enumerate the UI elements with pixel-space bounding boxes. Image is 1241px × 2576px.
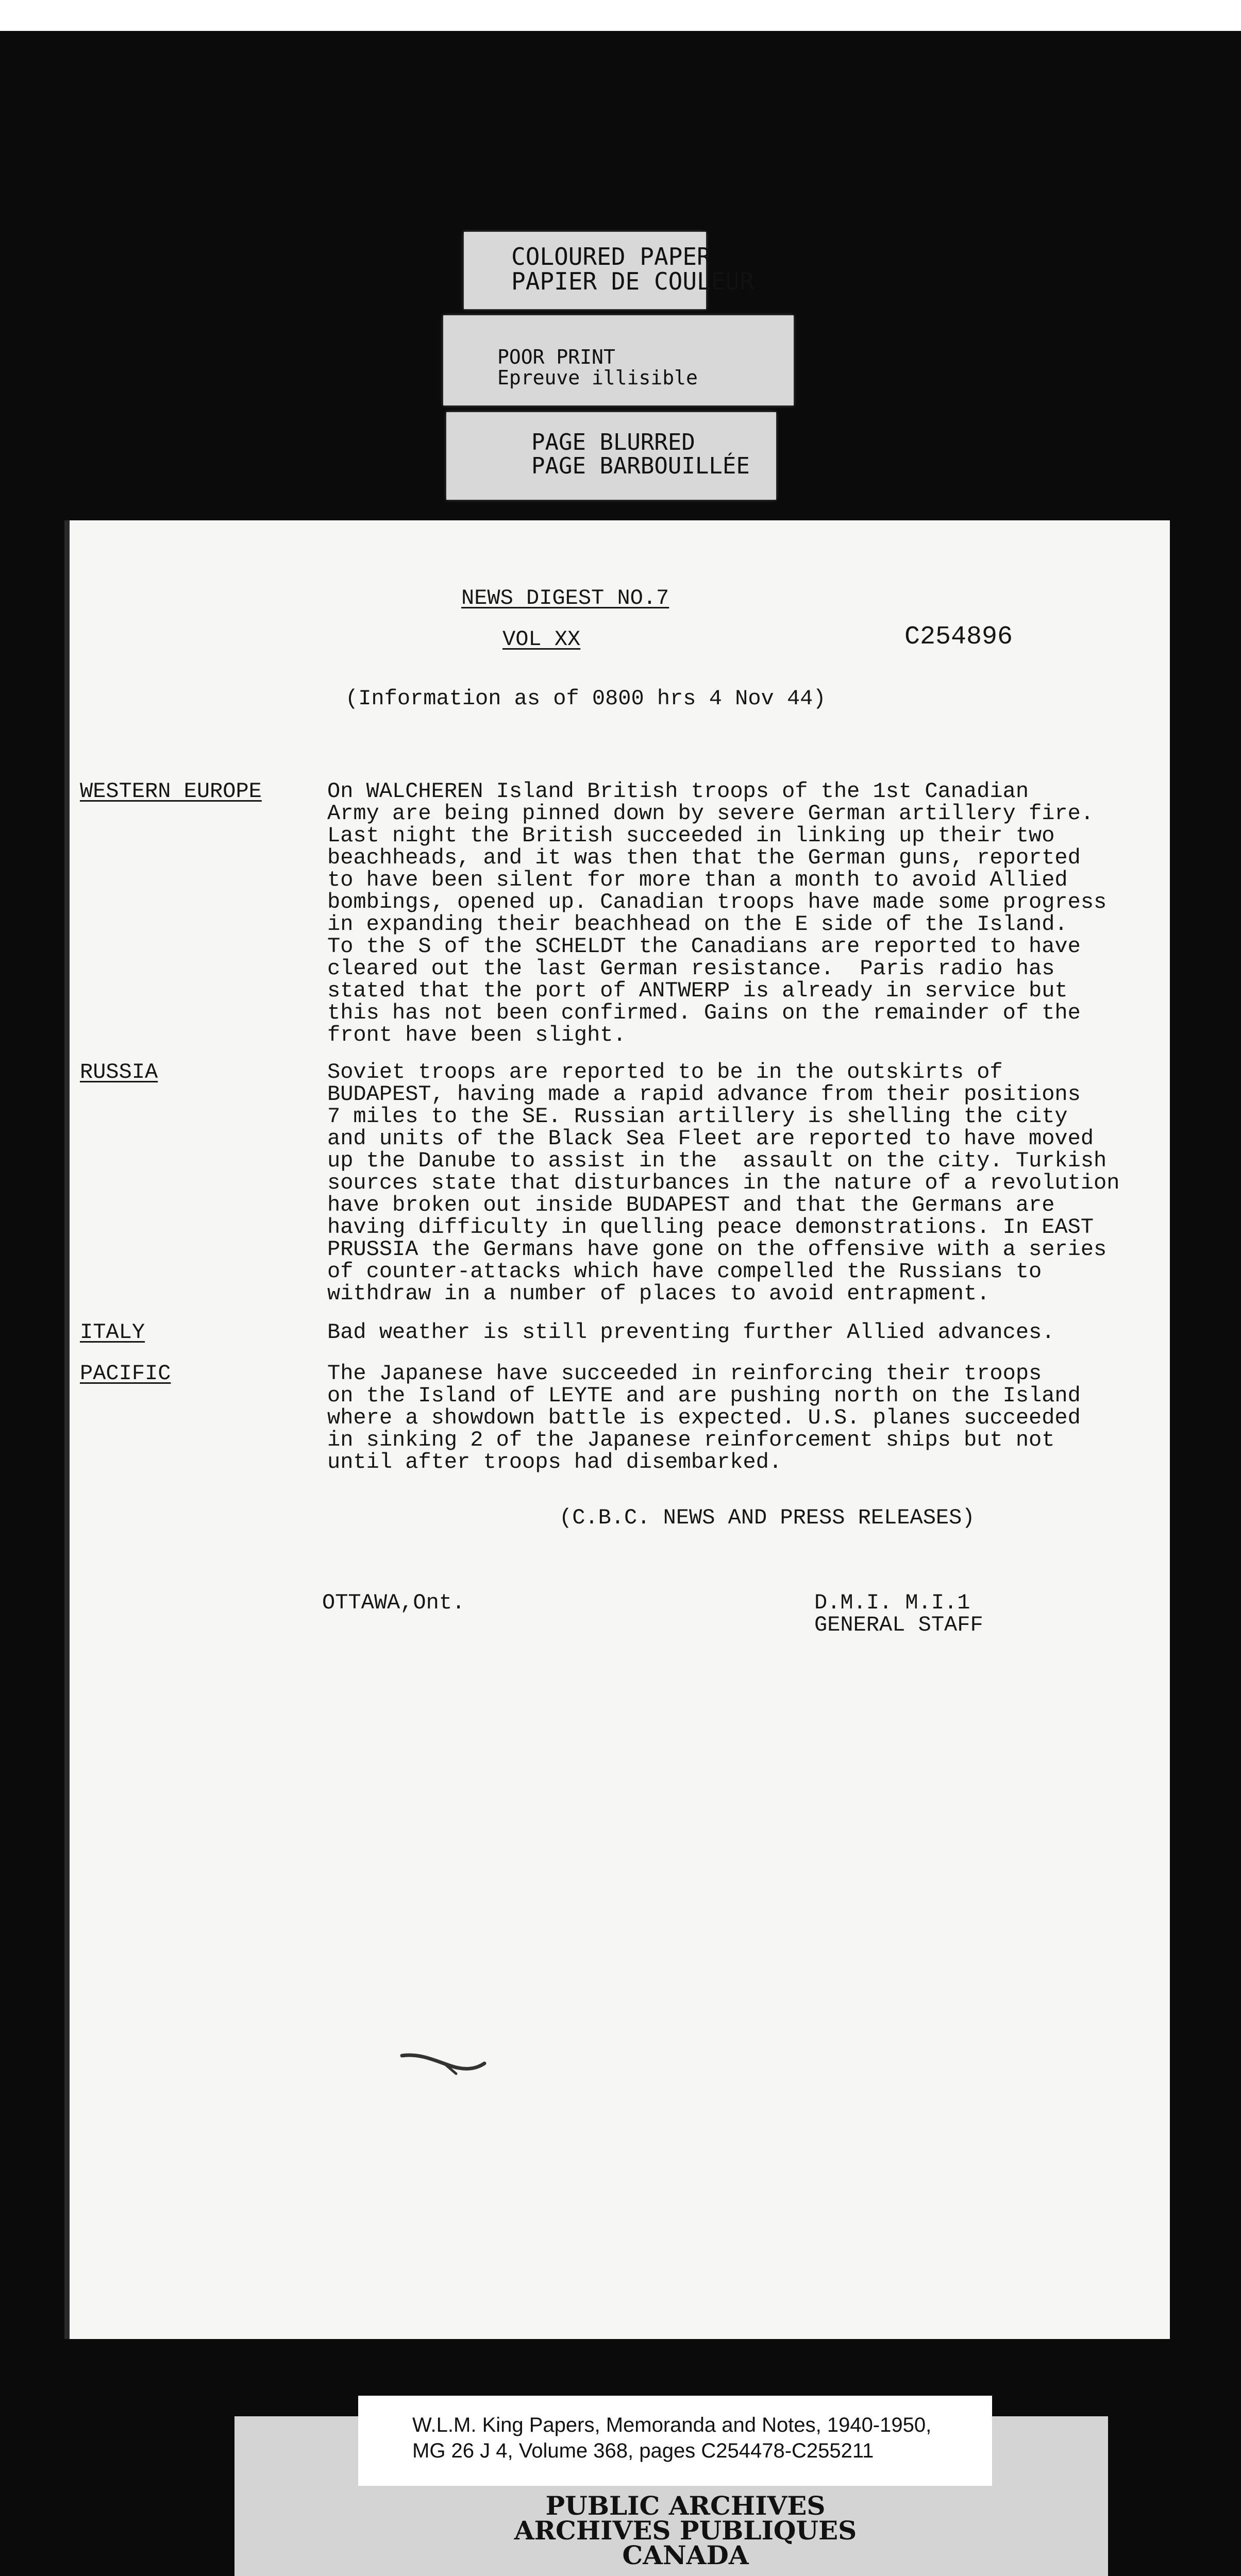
- label-line: COLOURED PAPER: [511, 243, 711, 270]
- text-line: in expanding their beachhead on the E side of the Island.: [327, 912, 1068, 937]
- section-body-russia: [327, 1061, 1193, 1305]
- stamp-line: PUBLIC ARCHIVES: [545, 2490, 826, 2521]
- poor-print-label: [443, 315, 794, 405]
- text-line: in sinking 2 of the Japanese reinforcement ships but not: [327, 1428, 1055, 1452]
- text-line: PRUSSIA the Germans have gone on the offensive with a series: [327, 1237, 1107, 1262]
- volume-number: VOL XX: [502, 627, 581, 652]
- text-line: this has not been confirmed. Gains on the remainder of the: [327, 1001, 1081, 1025]
- signature-line-2: GENERAL STAFF: [814, 1613, 983, 1637]
- label-line: PAPIER DE COULEUR: [511, 267, 754, 296]
- archive-reference-line: MG 26 J 4, Volume 368, pages C254478-C255211: [412, 2439, 874, 2462]
- text-line: On WALCHEREN Island British troops of the 1st Canadian: [327, 779, 1029, 804]
- text-line: until after troops had disembarked.: [327, 1450, 782, 1475]
- text-line: of counter-attacks which have compelled the Russians to: [327, 1259, 1042, 1284]
- text-line: Army are being pinned down by severe German artillery fire.: [327, 801, 1094, 826]
- section-body-italy: [327, 1321, 1193, 1344]
- stamp-line: ARCHIVES PUBLIQUES: [514, 2515, 857, 2546]
- text-line: beachheads, and it was then that the German guns, reported: [327, 845, 1081, 870]
- section-heading-italy: ITALY: [80, 1320, 145, 1345]
- place-of-issue: OTTAWA,Ont.: [322, 1590, 465, 1615]
- label-line: Epreuve illisible: [497, 366, 698, 389]
- public-archives-stamp: [464, 2490, 907, 2570]
- archive-reference-card: [358, 2396, 992, 2486]
- archive-reference-line: W.L.M. King Papers, Memoranda and Notes, 1940-1950,: [412, 2414, 932, 2436]
- page-blurred-label: [446, 412, 776, 500]
- text-line: BUDAPEST, having made a rapid advance from their positions: [327, 1082, 1081, 1107]
- text-line: having difficulty in quelling peace demonstrations. In EAST: [327, 1215, 1094, 1240]
- text-line: front have been slight.: [327, 1023, 626, 1047]
- text-line: withdraw in a number of places to avoid entrapment.: [327, 1281, 990, 1306]
- ink-smudge: [399, 2045, 487, 2081]
- text-line: on the Island of LEYTE and are pushing north on the Island: [327, 1383, 1081, 1408]
- text-line: sources state that disturbances in the nature of a revolution: [327, 1171, 1120, 1195]
- section-heading-western-europe: WESTERN EUROPE: [80, 779, 262, 804]
- section-heading-russia: RUSSIA: [80, 1060, 158, 1084]
- text-line: and units of the Black Sea Fleet are reported to have moved: [327, 1126, 1094, 1151]
- section-heading-pacific: PACIFIC: [80, 1361, 171, 1386]
- label-line: PAGE BLURRED: [531, 429, 695, 455]
- text-line: where a showdown battle is expected. U.S. planes succeeded: [327, 1405, 1081, 1430]
- text-line: bombings, opened up. Canadian troops have made some progress: [327, 890, 1107, 914]
- text-line: Last night the British succeeded in linking up their two: [327, 823, 1055, 848]
- signature-line-1: D.M.I. M.I.1: [814, 1590, 970, 1615]
- text-line: Bad weather is still preventing further Allied advances.: [327, 1320, 1055, 1345]
- section-body-pacific: [327, 1363, 1193, 1473]
- text-line: 7 miles to the SE. Russian artillery is shelling the city: [327, 1104, 1068, 1129]
- text-line: The Japanese have succeeded in reinforcing their troops: [327, 1361, 1042, 1386]
- document-title: NEWS DIGEST NO.7: [461, 586, 669, 611]
- text-line: to have been silent for more than a month to avoid Allied: [327, 868, 1068, 892]
- stamp-line: CANADA: [622, 2540, 749, 2570]
- label-line: POOR PRINT: [497, 346, 615, 368]
- text-line: Soviet troops are reported to be in the outskirts of: [327, 1060, 1003, 1084]
- section-body-western-europe: [327, 781, 1193, 1046]
- document-reference: C254896: [904, 622, 1013, 652]
- news-source: (C.B.C. NEWS AND PRESS RELEASES): [559, 1505, 975, 1530]
- text-line: To the S of the SCHELDT the Canadians are reported to have: [327, 934, 1081, 959]
- text-line: stated that the port of ANTWERP is already in service but: [327, 978, 1068, 1003]
- coloured-paper-label: [464, 232, 754, 309]
- text-line: have broken out inside BUDAPEST and that the Germans are: [327, 1193, 1055, 1217]
- information-date: (Information as of 0800 hrs 4 Nov 44): [345, 686, 826, 711]
- text-line: cleared out the last German resistance. Paris radio has: [327, 956, 1055, 981]
- text-line: up the Danube to assist in the assault on the city. Turkish: [327, 1148, 1107, 1173]
- document-page: [64, 520, 1170, 2339]
- label-line: PAGE BARBOUILLÉE: [531, 453, 750, 480]
